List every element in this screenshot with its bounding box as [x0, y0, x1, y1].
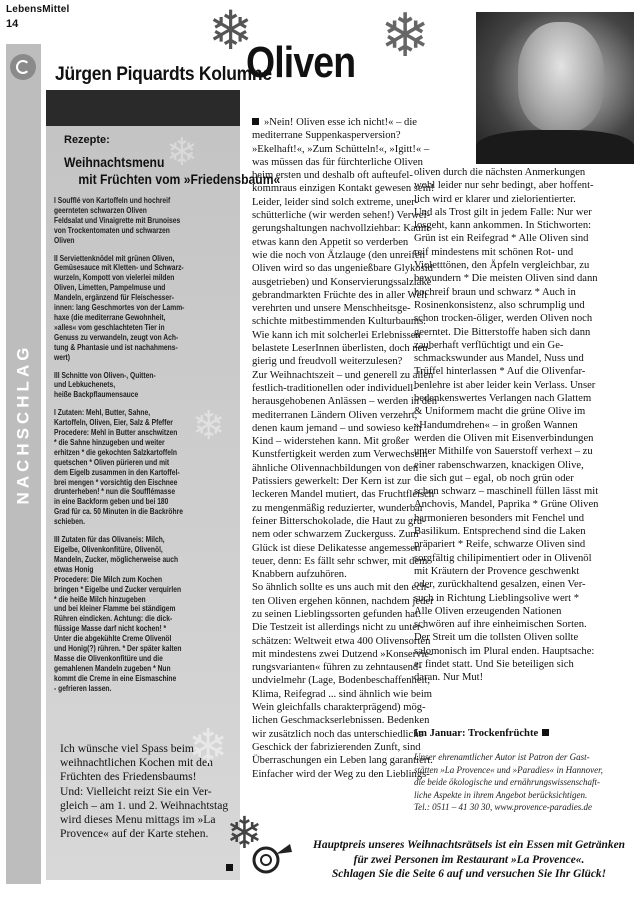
snowflake-icon: ❄	[192, 403, 226, 448]
author-shirt	[476, 130, 634, 164]
nachschlag-emblem-icon	[10, 54, 36, 80]
next-month-text: Im Januar: Trockenfrüchte	[414, 728, 539, 739]
section-label-wrap	[10, 314, 36, 534]
article-column-2: oliven durch die nächsten Anmerkungen wohl leider nur sehr bedingt, aber hoffent- lich wird er klarer und zielorientierter. Und als Trost gilt in jedem Falle: Nur wer losgeht, kann ankommen. In Stichworten: Grün ist ein Reifegrad * Alle Oliven sind reif mindestens mit schönen Rot- und Violetttönen, den Äpfeln vergleichbar, zu bewundern * Die meisten Oliven sind dann hochreif braun und schwarz * Auch in Rosinenkonsistenz, also schrumplig und schon trocken-öliger, werden Oliven noch geerntet. Die Bitterstoffe haben sich dann zauberhaft verflüchtigt und ein Ge- schmackswunder aus Mandel, Nuss und Trüffel hinterlassen * Auf die Olivenfar- benlehre ist aber leider kein Verlass. Unser bedenkenswertes Verlangen nach Glattem & Uniformem macht die grüne Olive im »Handumdrehen« – in großen Wannen werden die Oliven mit Eisenverbindungen unter Mithilfe von Sauerstoff verhext – zu einer rabenschwarzen, knackigen Olive, die sich gut – egal, ob noch grün oder schon schwarz – maschinell füllen lässt mit Anchovis, Mandel, Paprika * Grüne Oliven harmonieren besonders mit Fenchel und Basilikum. Entsprechend sind die Laken präpariert * Reife, schwarze Oliven sind sorgfältig chilipimentiert oder in Olivenöl mit Kräutern der Provence geschwenkt oder, zurückhaltend gesalzen, einen Ver- such in Richtung Lieblingsolive wert * Alle Oliven erzeugenden Nationen schwören auf ihre einheimischen Sorten. Der Streit um die tollsten Oliven sollte salomonisch im Plural enden. Hauptsache: er findet statt. Und Sie beteiligen sich daran. Nur Mut!	[414, 167, 599, 684]
section-label: NACHSCHLAG	[13, 343, 33, 505]
recipe-course-3: III Schnitte von Oliven-, Quitten- und Lebkuchenets, heiße Backpflaumensauce	[54, 370, 156, 400]
end-mark	[226, 864, 233, 871]
recipe-title-line-1: Weihnachtsmenu	[64, 155, 165, 170]
next-month-teaser	[414, 727, 636, 740]
contest-announcement: Hauptpreis unseres Weihnachtsrätsels ist ein Essen mit Getränken für zwei Personen im Restaurant »La Provence«. Schlagen Sie die Seite 6 auf und versuchen Sie Ihr Glück!	[313, 839, 625, 880]
snowflake-icon: ❄	[166, 132, 198, 174]
end-mark	[542, 729, 549, 736]
magazine-name: LebensMittel	[6, 4, 70, 15]
title-bar	[46, 90, 240, 126]
recipe-instructions-1: I Zutaten: Mehl, Butter, Sahne, Kartoffeln, Oliven, Eier, Salz & Pfeffer Procedere: Mehl in Butter anschwitzen * die Sahne hinzugeben und weiter erhitzen * die gekochten Salzkartoffeln quetschen * Oliven pürieren und mit dem Eigelb zusammen in den Kartoffel- brei mengen * vorsichtig den Eischnee drunterheben! * nun die Soufflémasse in eine Backform geben und bei 180 Grad für ca. 50 Minuten in die Backröhre schieben.	[54, 408, 183, 527]
snowflake-icon: ❄	[226, 809, 263, 858]
page-number: 14	[6, 18, 19, 30]
recipe-instructions-3: III Zutaten für das Olivaneis: Milch, Eigelbe, Olivenkonfitüre, Olivenöl, Mandeln, Zucker, möglicherweise auch etwas Honig Procedere: Die Milch zum Kochen bringen * Eigelbe und Zucker verquirlen * die heiße Milch hinzugeben und bei kleiner Flamme bei ständigem Rühren eindicken. Achtung: die dick- flüssige Masse darf nicht kochen! * Unter die abgekühlte Creme Olivenöl und Honig(?) rühren. * Der später kalten Masse die Olivenkonfitüre und die gemahlenen Mandeln zugeben * Nun kommt die Creme in eine Eismaschine - gefrieren lassen.	[54, 535, 182, 693]
snowflake-icon: ❄	[188, 721, 229, 774]
post-horn-icon	[246, 832, 294, 880]
recipe-course-1: I Soufflé von Kartoffeln und hochreif geernteten schwarzen Oliven Feldsalat und Vinaigrette mit Brunoises von Trockentomaten und schwarzen Oliven	[54, 196, 181, 245]
column-title: Jürgen Piquardts Kolumne	[55, 64, 272, 85]
snowflake-icon: ❄	[380, 3, 431, 69]
recipe-course-2: II Serviettenknödel mit grünen Oliven, Gemüsesauce mit Kletten- und Schwarz- wurzeln, Kompott von vielerlei milden Oliven, Limetten, Pampelmuse und Mandeln, ergänzend für Fleischesser- innen: lang Geschmortes von der Lamm- haxe (die mediterrane Gewohnheit, »alles« vom geschlachteten Tier in Genuss zu verwandeln, zeugt von Ach- tung & Phantasie und ist nachahmens- wert)	[54, 253, 185, 362]
headline: Oliven	[246, 38, 356, 87]
article-text-1: »Nein! Oliven esse ich nicht!« – die mediterrane Suppenkasperversion? »Ekelhaft!«, »Zum Schütteln!«, »Igitt!« – was müssen das für fürchterliche Oliven beim ersten und deshalb oft aufteufel- kommraus einzigen Kontakt gewesen sein! Leider, leider sind solch extreme, uner- schütterliche (wir werden sehen!) Verwei- gerungshaltungen nachvollziehbar: Kaum etwas kann den Appetit so verderben wie die noch von Ätzlauge (den unreifen Oliven wird so das ungenießbare Glykosid ausgetrieben) und Konservierungssalzlake gebrandmarkten Früchte des in aller Welt verehrten und unsere Menschheitsge- schichte mitbestimmenden Kulturbaums. Wie kann ich mit solcherlei Erlebnissen belastete LeserInnen überlisten, doch neu- gierig und freudvoll weiterzulesen? Zur Weihnachtszeit – und generell zu allen festlich-traditionellen oder individuell- herausgehobenen Anlässen – werden in den mediterranen Ländern Oliven verzehrt, denen kaum jemand – und sowieso kein Kind – widerstehen kann. Mit großer Kunstfertigkeit werden zum Verwechseln ähnliche Olivennachbildungen von den Patissiers gewerkelt: Der Kern ist zur leckeren Mandel mutiert, das Fruchtfleisch zu mengenmäßig reduzierter, wunderbar feiner Bitterschokolade, die Haut zu grü- nem oder schwarzem Zuckerguss. Zum Glück ist diese Delikatesse angemessen teuer, denn: Es fällt sehr schwer, mit dem Knabbern aufzuhören. So ähnlich sollte es uns auch mit den ech- ten Oliven ergehen können, nachdem jeder zu seinen Lieblingssorten gefunden hat. Die Testzeit ist allerdings nicht zu unter- schätzen: Weltweit etwa 400 Olivensorten mit mindestens zwei Dutzend »Konservie- rungsvarianten« führen zu zehntausend- undvielmehr (Lage, Bodenbeschaffenheit, Klima, Reifegrad ... sind ähnlich wie beim Wein gleichfalls charakterprägend) mög- lichen Geschmackserlebnissen. Bedenken wir zusätzlich noch das unterschiedliche Geschick der fabrizierenden Zunft, sind Überraschungen ein Leben lang garantiert. Einfacher wird der Weg zu den Lieblings-	[252, 117, 438, 780]
author-photo	[476, 12, 634, 164]
start-mark	[252, 118, 259, 125]
section-band	[6, 44, 41, 884]
snowflake-icon: ❄	[208, 1, 254, 61]
recipe-label: Rezepte:	[64, 134, 110, 146]
recipe-outro: Ich wünsche viel Spass beim weihnachtlichen Kochen mit den Früchten des Friedensbaums! Und: Vielleicht reizt Sie ein Ver- gleich – am 1. und 2. Weihnachtstag wird dieses Menu mittags im »La Provence« auf der Karte stehen.	[60, 742, 229, 841]
author-note: Unser ehrenamtlicher Autor ist Patron der Gast- stätten »La Provence« und »Paradies« in Hannover, die beide ökologische und ernährungswissenschaft- liche Aspekte in ihrem Angebot berücksichtigen. Tel.: 0511 – 41 30 30, www.provence-paradies.de	[414, 752, 603, 812]
recipe-title-line-2: mit Früchten vom »Friedensbaum«	[78, 172, 281, 187]
author-face	[518, 22, 604, 132]
